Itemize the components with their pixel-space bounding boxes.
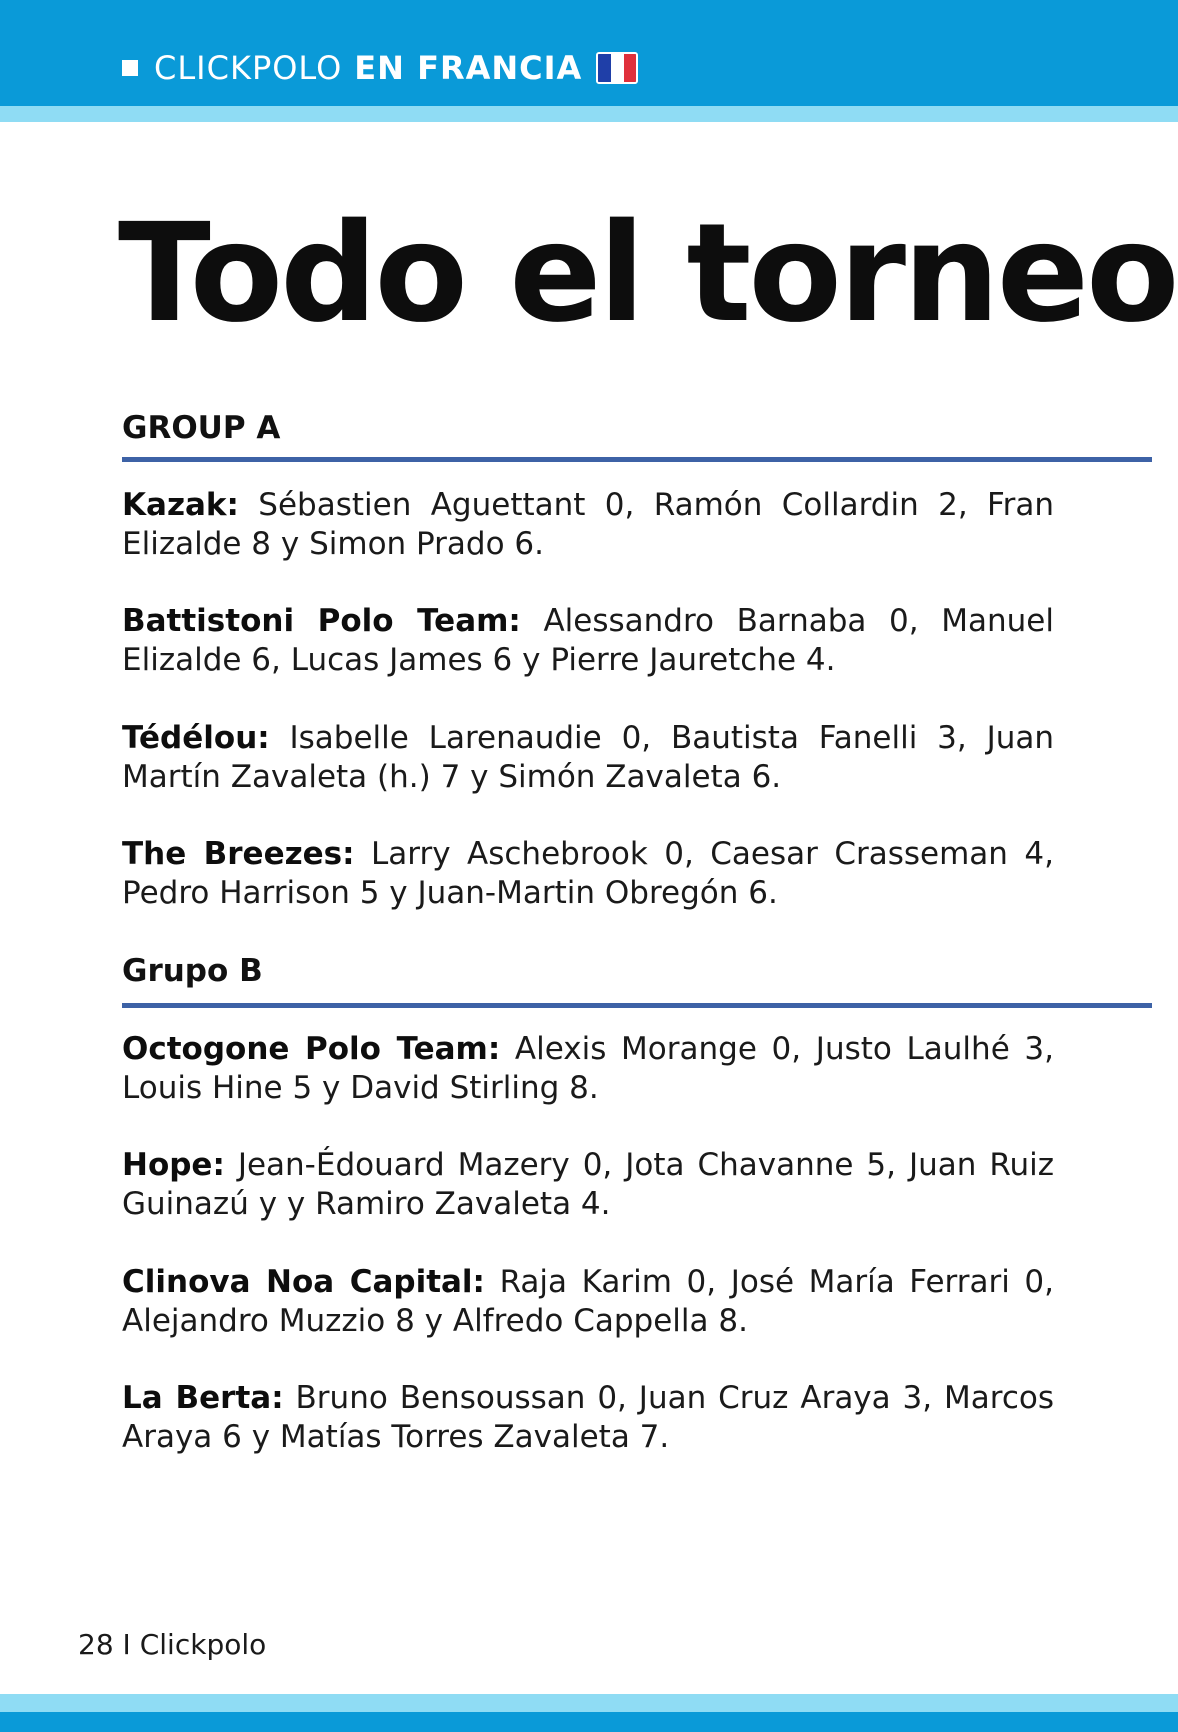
team-players: Bruno Bensoussan 0, Juan Cruz Araya 3, Marcos Araya 6 y Matías Torres Zavaleta 7. <box>122 1380 1055 1455</box>
france-flag-icon <box>596 52 638 84</box>
team-entry <box>122 835 1054 913</box>
group-heading-b: Grupo B <box>122 953 263 989</box>
header-stripe <box>0 106 1178 122</box>
group-heading-a: GROUP A <box>122 410 281 446</box>
team-players: Larry Aschebrook 0, Caesar Crasseman 4, Pedro Harrison 5 y Juan-Martin Obregón 6. <box>122 836 1054 911</box>
team-players: Alessandro Barnaba 0, Manuel Elizalde 6, Lucas James 6 y Pierre Jauretche 4. <box>122 603 1054 678</box>
page-title: Todo el torneo <box>118 195 1177 353</box>
team-entry <box>122 1030 1054 1108</box>
team-entry <box>122 1146 1054 1224</box>
section-label-brand: CLICKPOLO <box>154 49 343 87</box>
team-name: Battistoni Polo Team: <box>122 603 521 639</box>
team-name: Kazak: <box>122 487 239 523</box>
footer-separator: I <box>122 1628 131 1661</box>
team-name: The Breezes: <box>122 836 355 872</box>
square-bullet-icon <box>122 60 138 76</box>
team-name: Hope: <box>122 1147 225 1183</box>
group-divider <box>122 1003 1152 1008</box>
team-entry <box>122 1379 1054 1457</box>
team-name: Octogone Polo Team: <box>122 1031 501 1067</box>
section-header <box>122 44 638 92</box>
team-entry <box>122 1263 1054 1341</box>
section-label-location: EN FRANCIA <box>354 49 583 87</box>
team-players: Raja Karim 0, José María Ferrari 0, Alejandro Muzzio 8 y Alfredo Cappella 8. <box>122 1264 1054 1339</box>
team-players: Jean-Édouard Mazery 0, Jota Chavanne 5, Juan Ruiz Guinazú y y Ramiro Zavaleta 4. <box>122 1147 1055 1222</box>
page-footer <box>78 1628 266 1661</box>
team-players: Isabelle Larenaudie 0, Bautista Fanelli 3, Juan Martín Zavaleta (h.) 7 y Simón Zavaleta 6. <box>122 720 1054 795</box>
team-name: Tédélou: <box>122 720 270 756</box>
group-divider <box>122 457 1152 462</box>
team-entry <box>122 602 1054 680</box>
team-entry <box>122 719 1054 797</box>
footer-bar <box>0 1712 1178 1732</box>
team-entry <box>122 486 1054 564</box>
page-number: 28 <box>78 1628 114 1661</box>
publication-name: Clickpolo <box>139 1628 267 1661</box>
team-players: Alexis Morange 0, Justo Laulhé 3, Louis Hine 5 y David Stirling 8. <box>122 1031 1055 1106</box>
team-name: La Berta: <box>122 1380 284 1416</box>
team-name: Clinova Noa Capital: <box>122 1264 485 1300</box>
footer-stripe <box>0 1694 1178 1712</box>
team-players: Sébastien Aguettant 0, Ramón Collardin 2, Fran Elizalde 8 y Simon Prado 6. <box>122 487 1054 562</box>
